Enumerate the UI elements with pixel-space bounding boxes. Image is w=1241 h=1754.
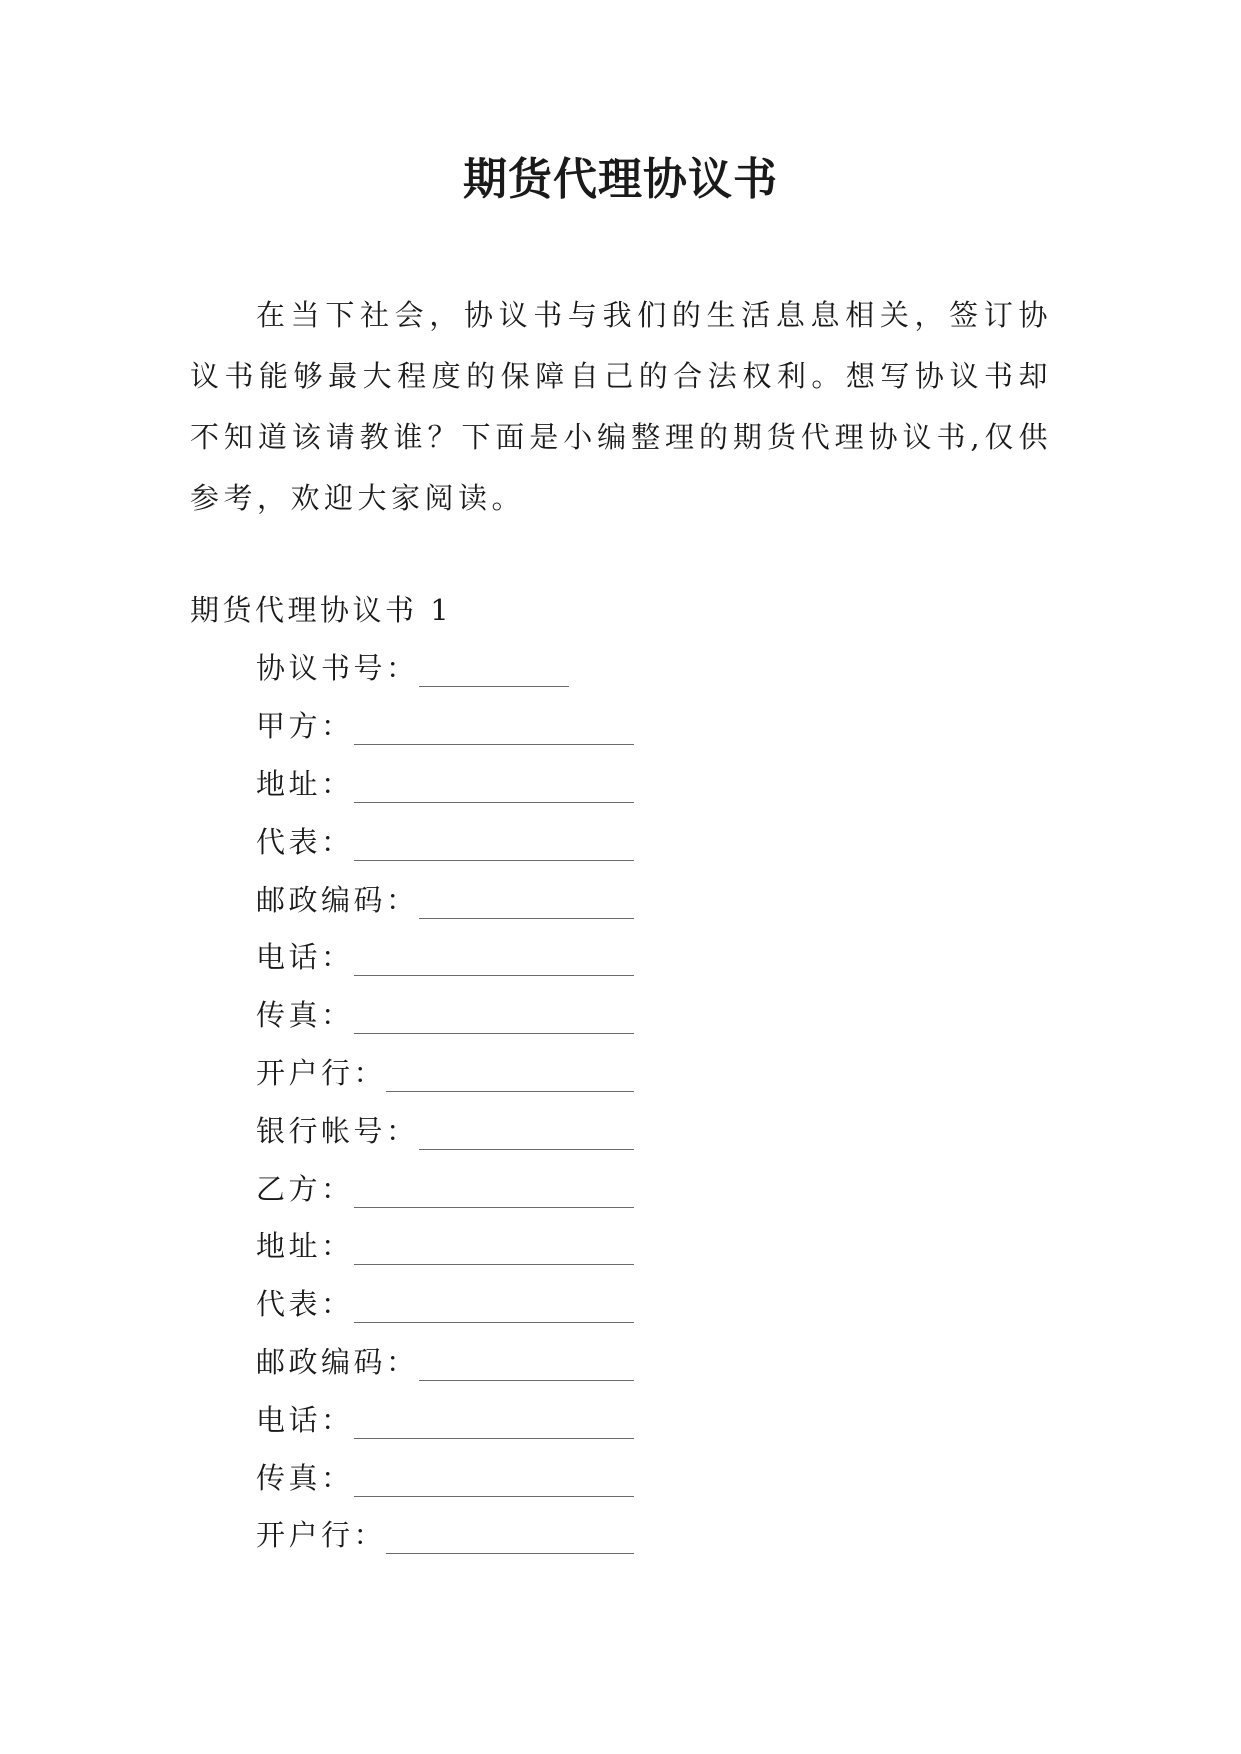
document-title: 期货代理协议书 (463, 154, 778, 205)
field-label: 传真： (256, 1460, 354, 1495)
field-label: 电话： (256, 940, 354, 975)
fill-in-blank[interactable] (386, 1527, 634, 1554)
fill-in-blank[interactable] (419, 892, 634, 919)
fill-in-blank[interactable] (354, 1470, 634, 1497)
fill-in-blank[interactable] (419, 1123, 634, 1150)
field-label: 邮政编码： (256, 882, 419, 917)
fill-in-blank[interactable] (419, 1354, 634, 1381)
field-label: 地址： (256, 1229, 354, 1264)
field-label: 银行帐号： (256, 1113, 419, 1148)
fill-in-blank[interactable] (354, 1007, 634, 1034)
field-party-a-representative (256, 811, 634, 869)
field-label: 代表： (256, 1287, 354, 1322)
field-label: 开户行： (256, 1055, 387, 1090)
field-party-a-address (256, 754, 634, 812)
field-party-a-phone (256, 927, 634, 985)
field-label: 地址： (256, 766, 354, 801)
field-label: 传真： (256, 998, 354, 1033)
field-party-a-account (256, 1100, 634, 1158)
field-label: 电话： (256, 1402, 354, 1437)
field-party-b-postal-code (256, 1332, 634, 1390)
form-fields (256, 638, 634, 1563)
field-label: 邮政编码： (256, 1344, 419, 1379)
fill-in-blank[interactable] (354, 1238, 634, 1265)
fill-in-blank[interactable] (354, 718, 634, 745)
fill-in-blank[interactable] (354, 1296, 634, 1323)
section-title: 期货代理协议书 1 (190, 593, 453, 627)
fill-in-blank[interactable] (354, 1181, 634, 1208)
fill-in-blank[interactable] (354, 1412, 634, 1439)
field-party-b (256, 1158, 634, 1216)
fill-in-blank[interactable] (354, 949, 634, 976)
field-party-a-fax (256, 985, 634, 1043)
fill-in-blank[interactable] (354, 776, 634, 803)
field-label: 开户行： (256, 1518, 387, 1553)
intro-paragraph: 在当下社会，协议书与我们的生活息息相关，签订协议书能够最大程度的保障自己的合法权利。想写协议书却不知道该请教谁？下面是小编整理的期货代理协议书,仅供参考，欢迎大家阅读。 (190, 298, 1052, 515)
fill-in-blank[interactable] (419, 660, 569, 687)
field-label: 乙方： (256, 1171, 354, 1206)
field-party-b-representative (256, 1274, 634, 1332)
field-party-b-fax (256, 1447, 634, 1505)
fill-in-blank[interactable] (386, 1065, 634, 1092)
field-party-b-phone (256, 1389, 634, 1447)
field-label: 代表： (256, 824, 354, 859)
field-party-a-bank (256, 1043, 634, 1101)
field-label: 协议书号： (256, 651, 419, 686)
field-party-b-address (256, 1216, 634, 1274)
field-party-b-bank (256, 1505, 634, 1563)
field-agreement-number (256, 638, 634, 696)
field-party-a (256, 696, 634, 754)
field-label: 甲方： (256, 709, 354, 744)
fill-in-blank[interactable] (354, 834, 634, 861)
field-party-a-postal-code (256, 869, 634, 927)
